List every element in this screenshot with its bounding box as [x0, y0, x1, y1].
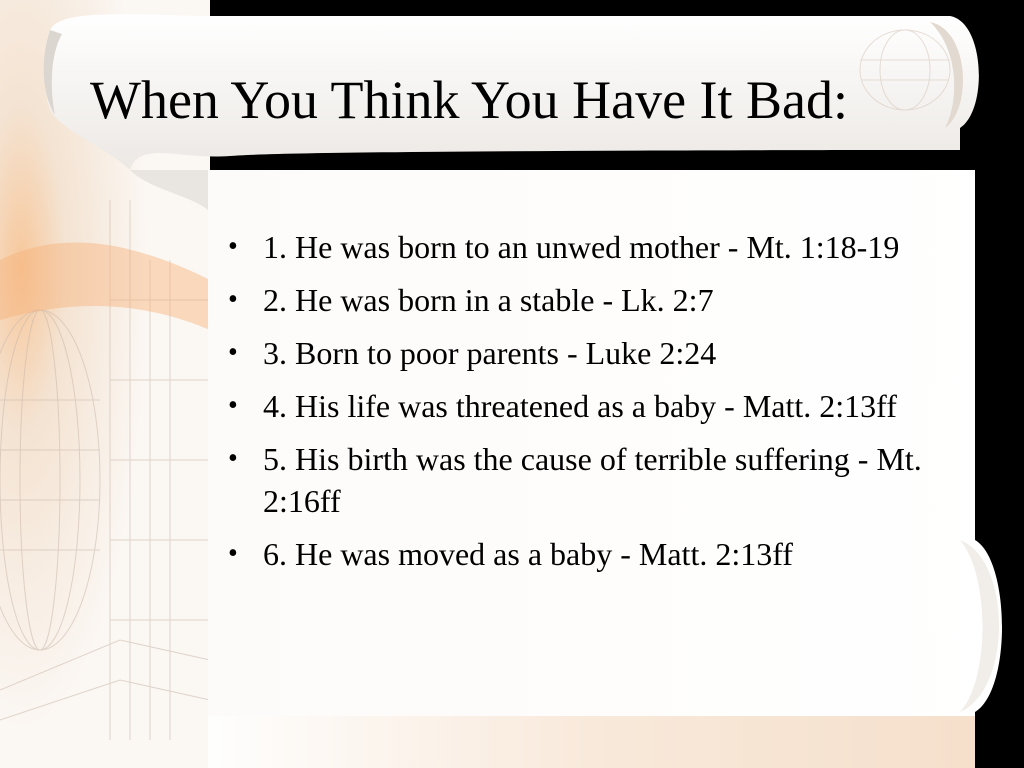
bullet-glyph: • [228, 231, 238, 262]
bullet-text: 4. His life was threatened as a baby - Matt. 2:13ff [263, 388, 897, 424]
bullet-text: 5. His birth was the cause of terrible suffering - Mt. 2:16ff [263, 441, 922, 519]
bullet-glyph: • [228, 337, 238, 368]
bullet-glyph: • [228, 443, 238, 474]
list-item [222, 385, 942, 427]
list-item [222, 533, 942, 575]
bullet-text: 6. He was moved as a baby - Matt. 2:13ff [263, 536, 793, 572]
bullet-glyph: • [228, 390, 238, 421]
list-item [222, 332, 942, 374]
bullet-text: 3. Born to poor parents - Luke 2:24 [263, 335, 717, 371]
list-item [222, 226, 942, 268]
bullet-glyph: • [228, 538, 238, 569]
list-item [222, 279, 942, 321]
bullet-list [222, 226, 942, 586]
bullet-text: 2. He was born in a stable - Lk. 2:7 [263, 282, 714, 318]
list-item [222, 438, 942, 522]
bullet-glyph: • [228, 284, 238, 315]
bullet-text: 1. He was born to an unwed mother - Mt. 1:18-19 [263, 229, 900, 265]
slide-title: When You Think You Have It Bad: [90, 70, 849, 130]
